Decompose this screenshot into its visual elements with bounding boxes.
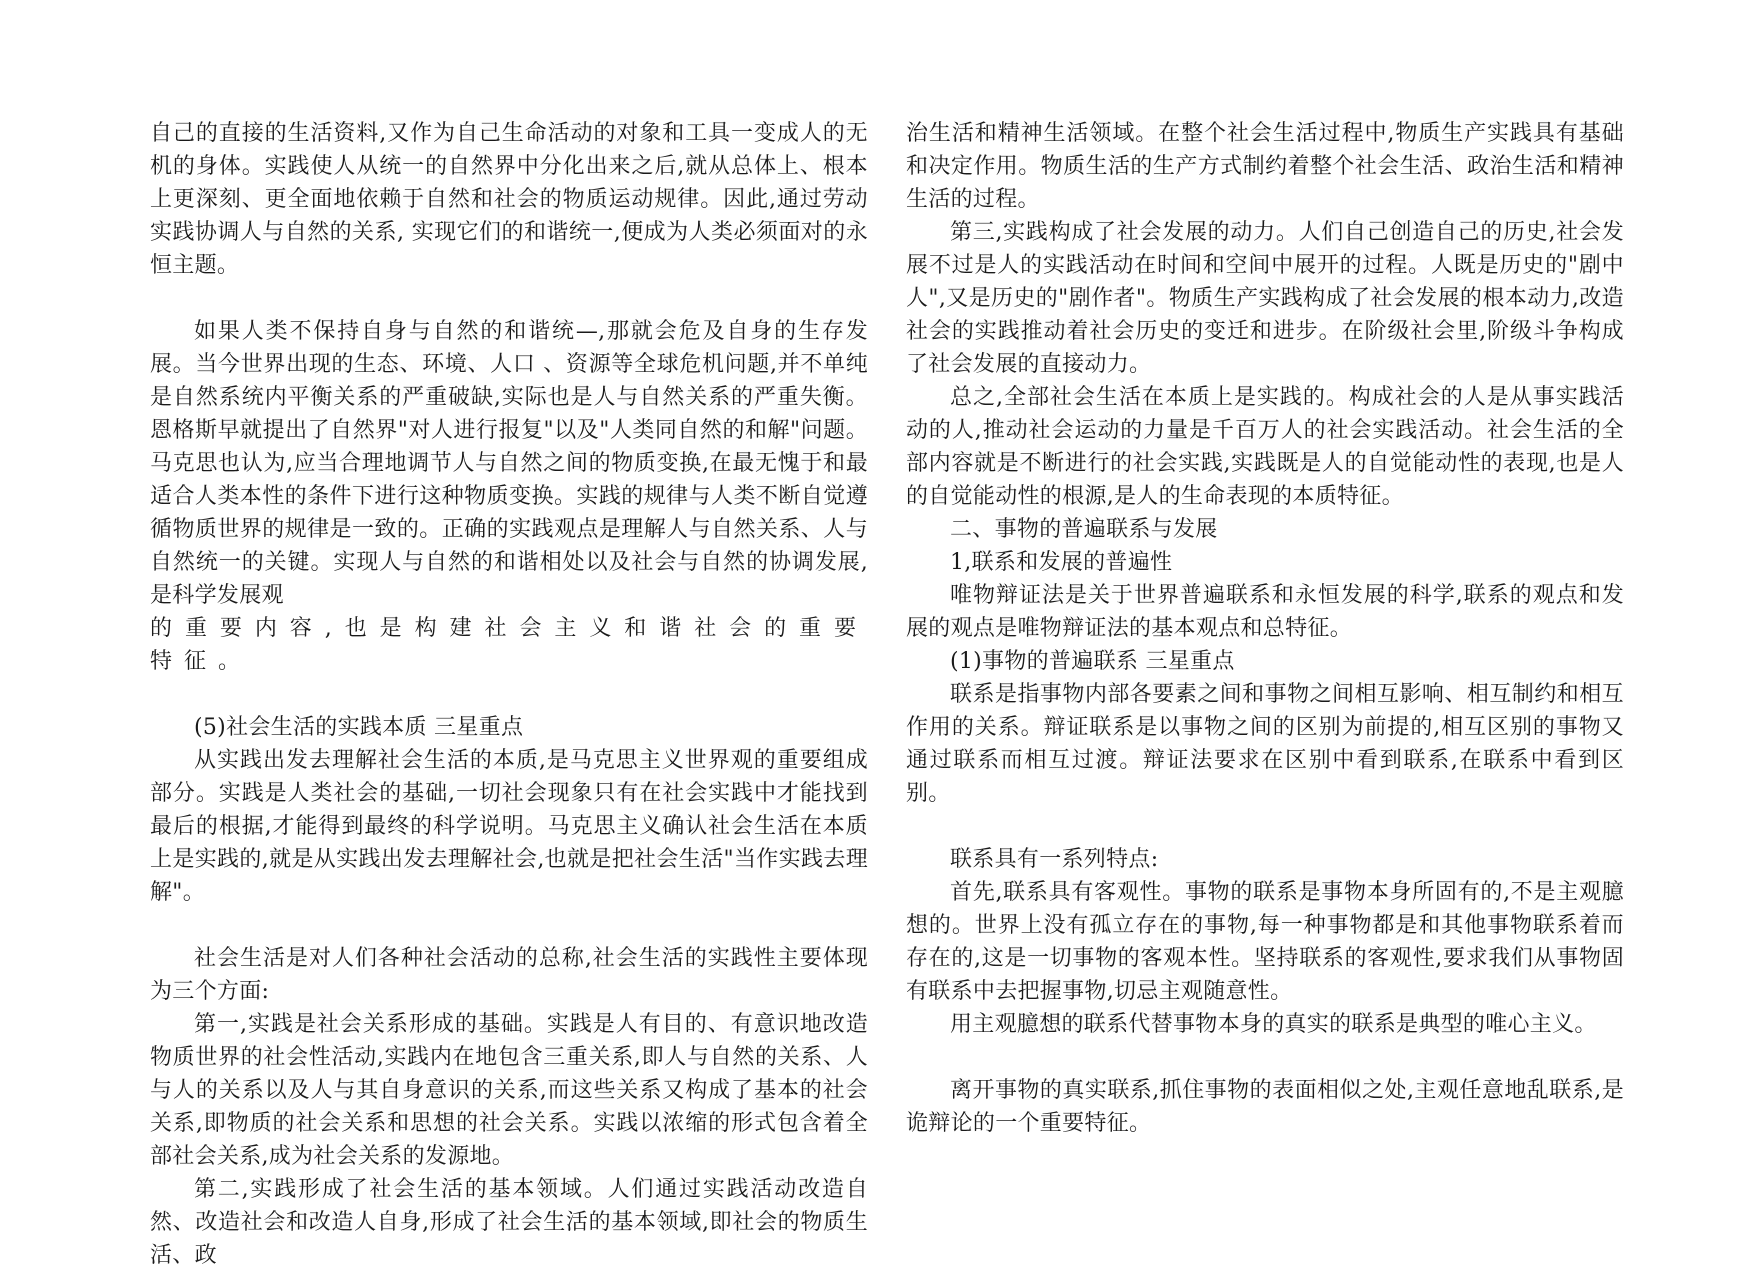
paragraph: 治生活和精神生活领域。在整个社会生活过程中,物质生产实践具有基础和决定作用。物质生活的生产方式制约着整个社会生活、政治生活和精神生活的过程。 <box>906 121 1624 212</box>
paragraph: 第一,实践是社会关系形成的基础。实践是人有目的、有意识地改造物质世界的社会性活动,实践内在地包含三重关系,即人与自然的关系、人与人的关系以及人与其自身意识的关系,而这些关系又构成了基本的社会关系,即物质的社会关系和思想的社会关系。实践以浓缩的形式包含着全部社会关系,成为社会关系的发源地。 <box>150 1012 868 1169</box>
paragraph: 第二,实践形成了社会生活的基本领域。人们通过实践活动改造自然、改造社会和改造人自身,形成了社会生活的基本领域,即社会的物质生活、政 <box>150 1177 868 1268</box>
paragraph: 联系是指事物内部各要素之间和事物之间相互影响、相互制约和相互作用的关系。辩证联系是以事物之间的区别为前提的,相互区别的事物又通过联系而相互过渡。辩证法要求在区别中看到联系,在联系中看到区别。 <box>906 682 1624 806</box>
paragraph: 社会生活是对人们各种社会活动的总称,社会生活的实践性主要体现为三个方面: <box>150 946 868 1004</box>
left-column <box>150 117 868 1272</box>
paragraph-spread-line: 的重要内容,也是构建社会主义和谐社会的重要特征。 <box>150 616 868 674</box>
paragraph: 用主观臆想的联系代替事物本身的真实的联系是典型的唯心主义。 <box>950 1012 1597 1037</box>
section-heading: 二、事物的普遍联系与发展 <box>950 517 1218 542</box>
paragraph: 从实践出发去理解社会生活的本质,是马克思主义世界观的重要组成部分。实践是人类社会的基础,一切社会现象只有在社会实践中才能找到最后的根据,才能得到最终的科学说明。马克思主义确认社会生活在本质上是实践的,就是从实践出发去理解社会,也就是把社会生活"当作实践去理解"。 <box>150 748 868 905</box>
paragraph: 如果人类不保持自身与自然的和谐统—,那就会危及自身的生存发展。当今世界出现的生态、环境、人口 、资源等全球危机问题,并不单纯是自然系统内平衡关系的严重破缺,实际也是人与自然关系的严重失衡。恩格斯早就提出了自然界"对人进行报复"以及"人类同自然的和解"问题。马克思也认为,应当合理地调节人与自然之间的物质变换,在最无愧于和最适合人类本性的条件下进行这种物质变换。实践的规律与人类不断自觉遵循物质世界的规律是一致的。正确的实践观点是理解人与自然关系、人与自然统一的关键。实现人与自然的和谐相处以及社会与自然的协调发展,是科学发展观 <box>150 319 868 608</box>
section-heading: (5)社会生活的实践本质 三星重点 <box>194 715 524 740</box>
subsection-heading: (1)事物的普遍联系 三星重点 <box>950 649 1235 674</box>
paragraph: 联系具有一系列特点: <box>950 847 1159 872</box>
paragraph: 唯物辩证法是关于世界普遍联系和永恒发展的科学,联系的观点和发展的观点是唯物辩证法的基本观点和总特征。 <box>906 583 1624 641</box>
paragraph: 总之,全部社会生活在本质上是实践的。构成社会的人是从事实践活动的人,推动社会运动的力量是千百万人的社会实践活动。社会生活的全部内容就是不断进行的社会实践,实践既是人的自觉能动性的表现,也是人的自觉能动性的根源,是人的生命表现的本质特征。 <box>906 385 1624 509</box>
right-column <box>906 117 1624 1140</box>
paragraph: 自己的直接的生活资料,又作为自己生命活动的对象和工具一变成人的无机的身体。实践使人从统一的自然界中分化出来之后,就从总体上、根本上更深刻、更全面地依赖于自然和社会的物质运动规律。因此,通过劳动实践协调人与自然的关系, 实现它们的和谐统一,便成为人类必须面对的永恒主题。 <box>150 121 868 278</box>
subsection-heading: 1,联系和发展的普遍性 <box>950 550 1173 575</box>
paragraph: 第三,实践构成了社会发展的动力。人们自己创造自己的历史,社会发展不过是人的实践活动在时间和空间中展开的过程。人既是历史的"剧中人",又是历史的"剧作者"。物质生产实践构成了社会发展的根本动力,改造社会的实践推动着社会历史的变迁和进步。在阶级社会里,阶级斗争构成了社会发展的直接动力。 <box>906 220 1624 377</box>
paragraph: 离开事物的真实联系,抓住事物的表面相似之处,主观任意地乱联系,是诡辩论的一个重要特征。 <box>906 1078 1624 1136</box>
paragraph: 首先,联系具有客观性。事物的联系是事物本身所固有的,不是主观臆想的。世界上没有孤立存在的事物,每一种事物都是和其他事物联系着而存在的,这是一切事物的客观本性。坚持联系的客观性,要求我们从事物固有联系中去把握事物,切忌主观随意性。 <box>906 880 1624 1004</box>
